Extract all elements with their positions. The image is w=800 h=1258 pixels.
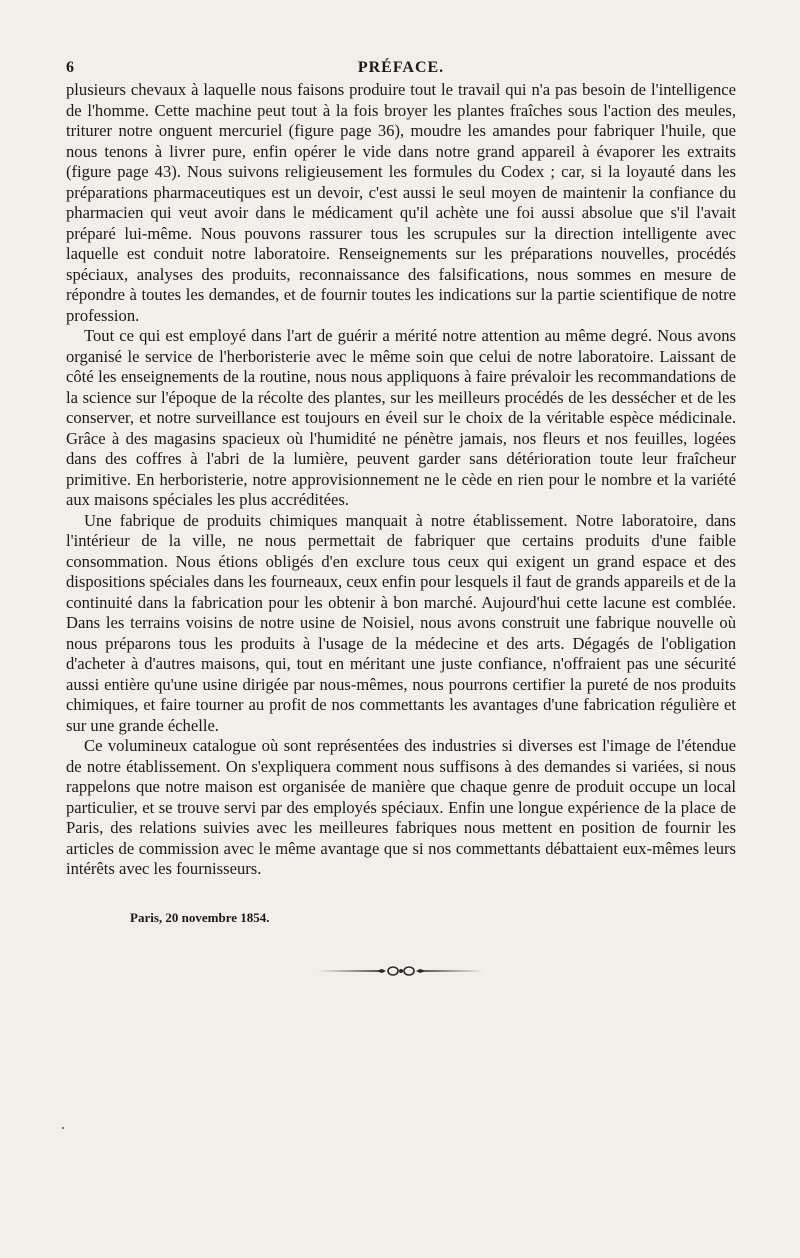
paragraph-4: Ce volumineux catalogue où sont représentées des industries si diverses est l'image de l'étendue de notre établissement. On s'expliquera comment nous suffisons à des demandes si variées, si nous rappelons que notre maison est organisée de manière que chaque genre de produit occupe un local particulier, et se trouve servi par des employés spéciaux. Enfin une longue expérience de la place de Paris, des relations suivies avec les meilleures fabriques nous mettent en position de fournir les articles de commission avec le même avantage que si nos commettants débattaient eux-mêmes leurs intérêts avec les fournisseurs. (66, 736, 736, 878)
date-signature: Paris, 20 novembre 1854. (130, 909, 270, 925)
ink-speck (62, 1127, 64, 1129)
page-header (66, 52, 736, 80)
body-text (66, 80, 736, 880)
running-title: PRÉFACE. (357, 59, 445, 76)
paragraph-3: Une fabrique de produits chimiques manquait à notre établissement. Notre laboratoire, dans l'intérieur de la ville, ne nous permettait de fabriquer que certains produits d'une faible consommation. Nous étions obligés d'en exclure tous ceux qui exigent un grand espace et des dispositions spéciales dans les fourneaux, ceux enfin pour lesquels il faut de grands appareils et de la continuité dans la fabrication pour les obtenir à bon marché. Aujourd'hui cette lacune est comblée. Dans les terrains voisins de notre usine de Noisiel, nous avons construit une fabrique nouvelle où nous préparons tous les produits à l'usage de la médecine et des arts. Dégagés de l'obligation d'acheter à d'autres maisons, qui, tout en méritant une juste confiance, n'offraient pas une sécurité aussi entière qu'une usine dirigée par nous-mêmes, nous pourrons certifier la pureté de nos produits chimiques, et faire tourner au profit de nos commettants les avantages d'une fabrication régulière et sur une grande échelle. (66, 510, 736, 735)
paragraph-2: Tout ce qui est employé dans l'art de guérir a mérité notre attention au même degré. Nous avons organisé le service de l'herboristerie avec le même soin que celui de notre laboratoire. Laissant de côté les enseignements de la routine, nous nous appliquons à faire prévaloir les recommandations de la science sur l'époque de la récolte des plantes, sur les meilleurs procédés de les dessécher et de les conserver, et notre surveillance est toujours en éveil sur le choix de la véritable espèce médicinale. Grâce à des magasins spacieux où l'humidité ne pénètre jamais, nos fleurs et nos feuilles, logées dans des coffres à l'abri de la lumière, peuvent garder sans détérioration toute leur fraîcheur primitive. En herboristerie, notre approvisionnement ne le cède en rien pour le nombre et la variété aux maisons spéciales les plus accréditées. (66, 326, 736, 509)
page-number: 6 (66, 59, 74, 76)
paragraph-1: plusieurs chevaux à laquelle nous faisons produire tout le travail qui n'a pas besoin de l'intelligence de l'homme. Cette machine peut tout à la fois broyer les plantes fraîches sous l'action des meules, triturer notre onguent mercuriel (figure page 36), moudre les amandes pour fabriquer l'huile, que nous tenons à livrer pure, enfin opérer le vide dans notre grand appareil à évaporer les extraits (figure page 43). Nous suivons religieusement les formules du Codex ; car, si la loyauté dans les préparations pharmaceutiques est un devoir, c'est aussi le seul moyen de maintenir la confiance du pharmacien qui veut avoir dans le médicament qu'il achète une foi aussi absolue que s'il l'avait préparé lui-même. Nous pouvons rassurer tous les scrupules sur la direction intelligente avec laquelle est conduit notre laboratoire. Renseignements sur les préparations nouvelles, procédés spéciaux, analyses des produits, reconnaissance des falsifications, nous sommes en mesure de répondre à toutes les demandes, et de fournir toutes les indications sur la partie scientifique de notre profession. (66, 80, 736, 325)
document-page (66, 52, 736, 978)
ornament-divider-icon (316, 964, 486, 978)
